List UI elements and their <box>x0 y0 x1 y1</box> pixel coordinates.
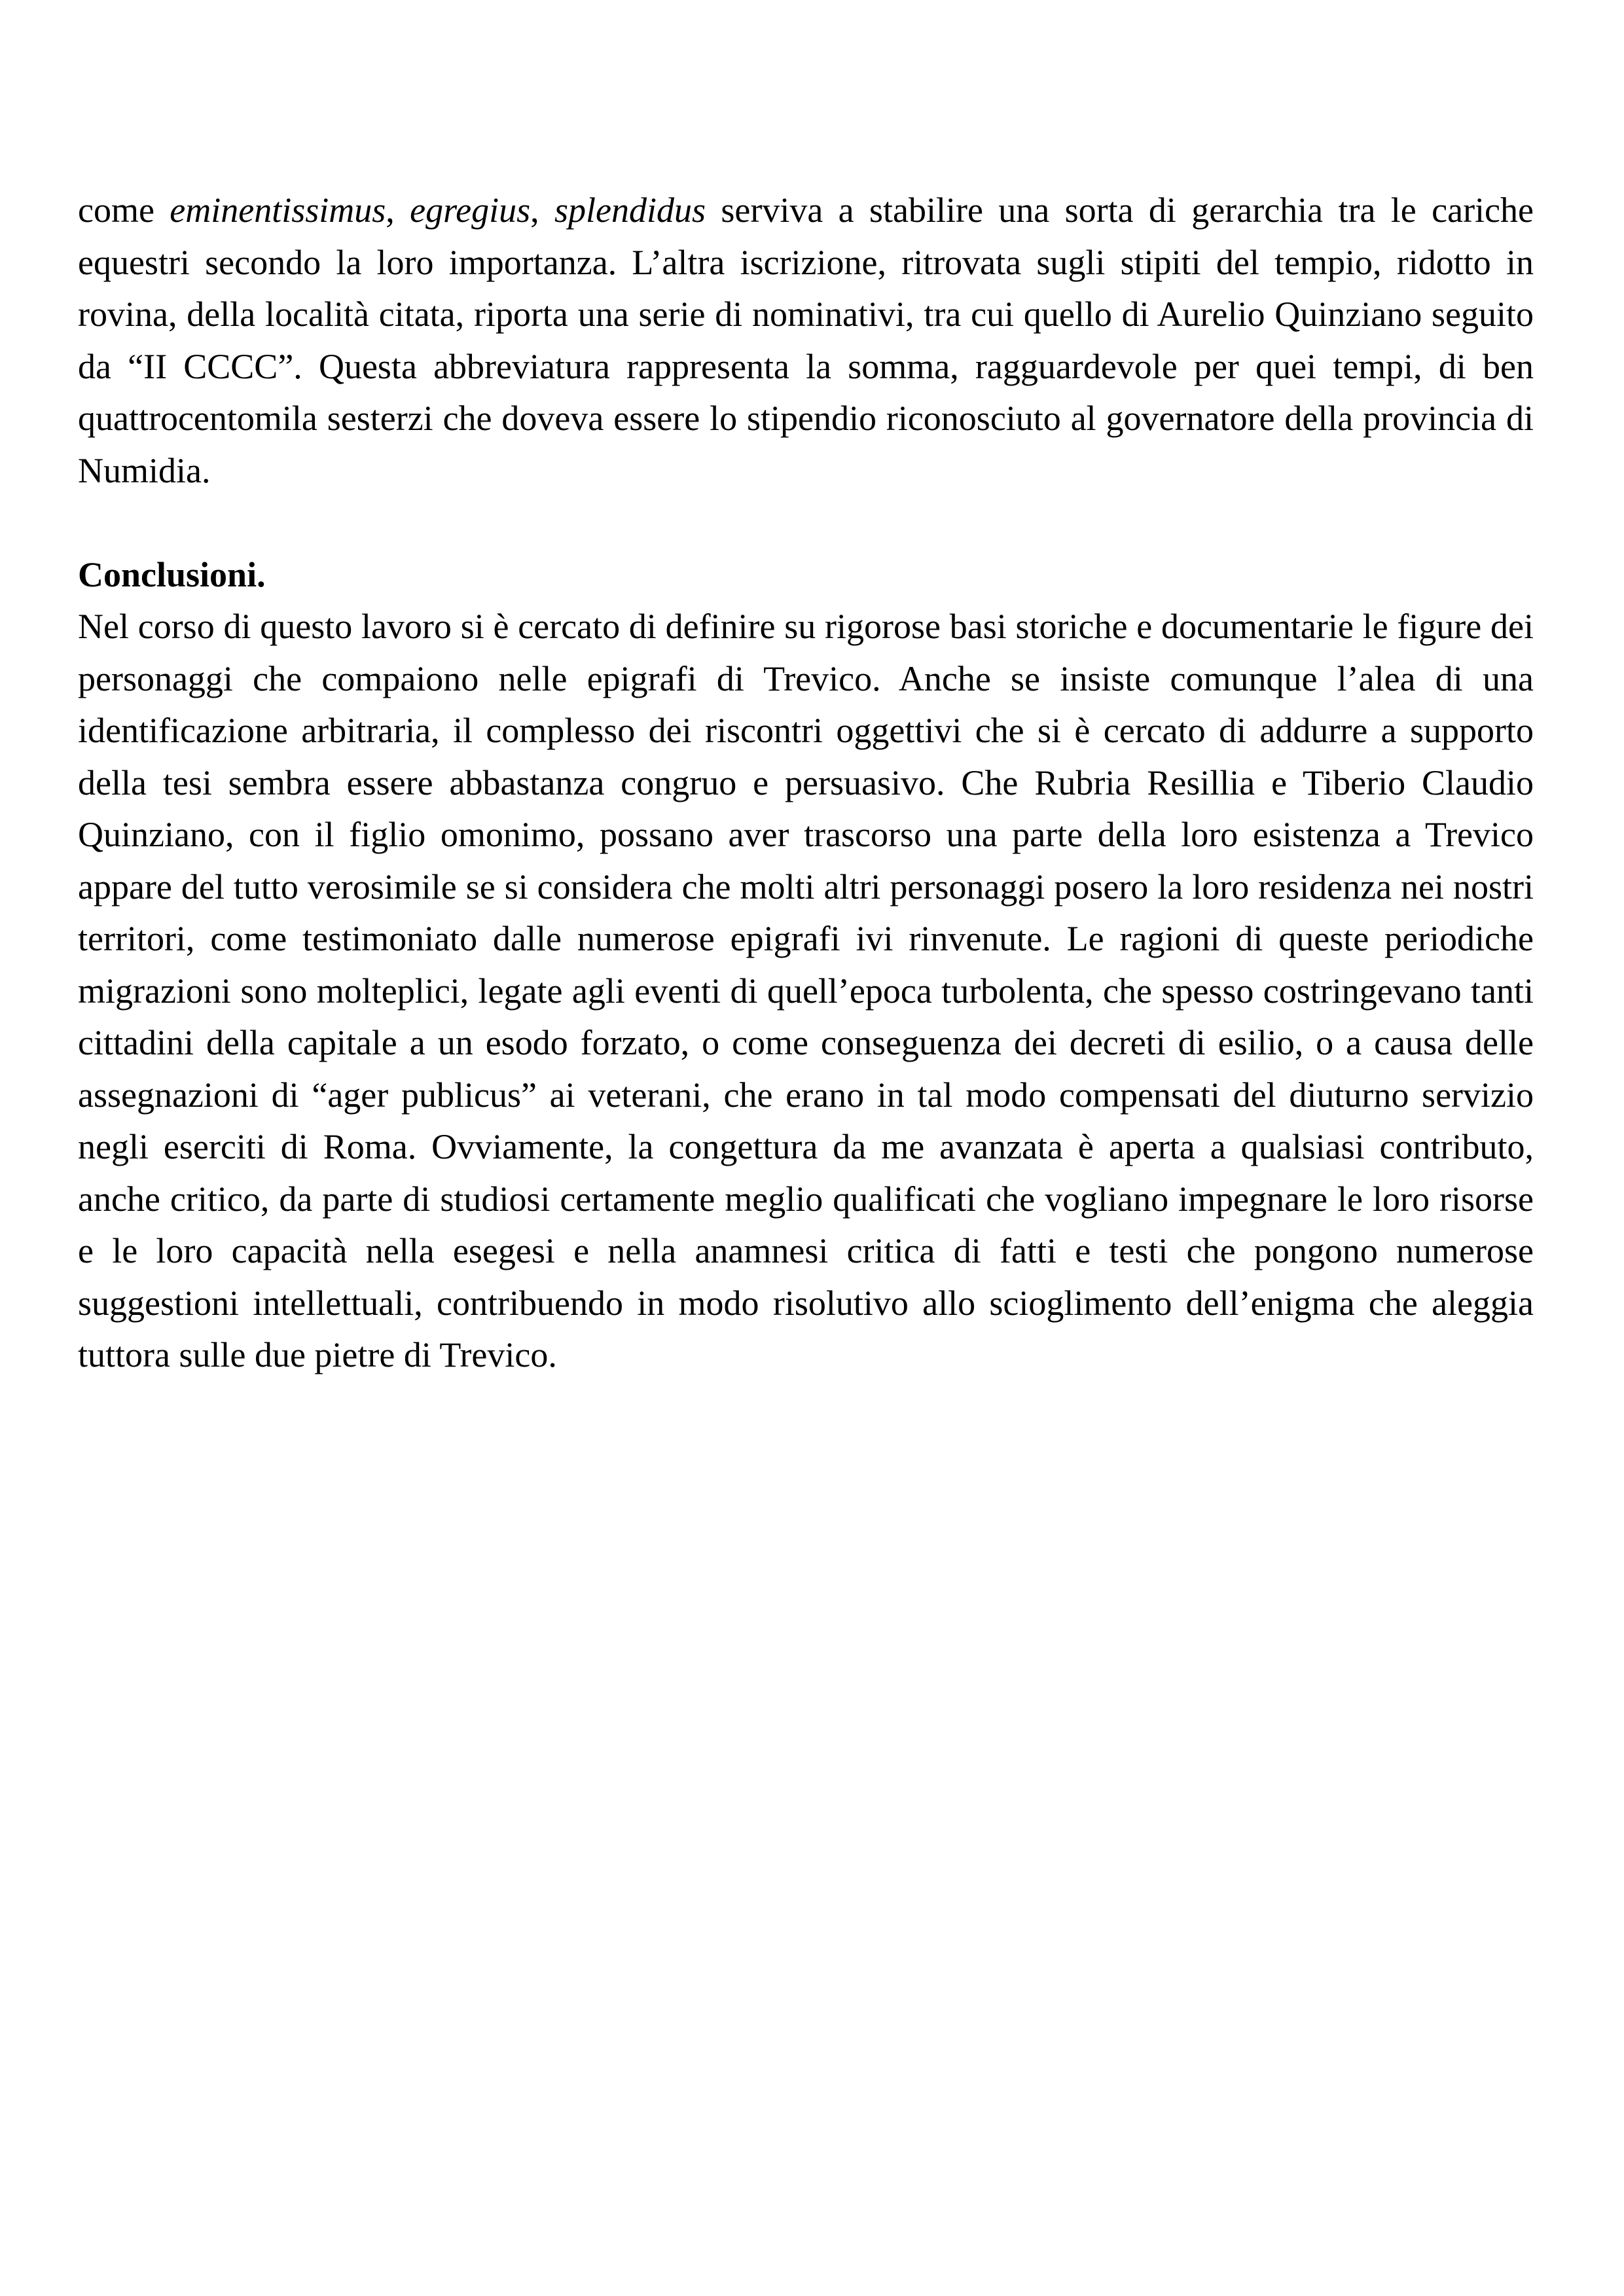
term-separator: , <box>386 190 410 230</box>
latin-term-egregius: egregius <box>410 190 531 230</box>
paragraph-inscriptions <box>78 185 1534 497</box>
document-page <box>78 185 1534 1382</box>
paragraph-lead-text: come <box>78 190 170 230</box>
latin-term-splendidus: splendidus <box>554 190 706 230</box>
term-separator: , <box>530 190 554 230</box>
latin-term-eminentissimus: eminentissimus <box>170 190 386 230</box>
section-heading-conclusions: Conclusioni. <box>78 554 266 594</box>
paragraph-body-text: serviva a stabilire una sorta di gerarchia tra le cariche equestri secondo la loro importanza. L’altra iscrizione, ritrovata sugli stipiti del tempio, ridotto in rovina, della località citata, riporta una serie di nominativi, tra cui quello di Aurelio Quinziano seguito da “II CCCC”. Questa abbreviatura rappresenta la somma, ragguardevole per quei tempi, di ben quattrocentomila sesterzi che doveva essere lo stipendio riconosciuto al governatore della provincia di Numidia. <box>78 190 1534 490</box>
paragraph-conclusions: Nel corso di questo lavoro si è cercato di definire su rigorose basi storiche e documentarie le figure dei personaggi che compaiono nelle epigrafi di Trevico. Anche se insiste comunque l’alea di una identificazione arbitraria, il complesso dei riscontri oggettivi che si è cercato di addurre a supporto della tesi sembra essere abbastanza congruo e persuasivo. Che Rubria Resillia e Tiberio Claudio Quinziano, con il figlio omonimo, possano aver trascorso una parte della loro esistenza a Trevico appare del tutto verosimile se si considera che molti altri personaggi posero la loro residenza nei nostri territori, come testimoniato dalle numerose epigrafi ivi rinvenute. Le ragioni di queste periodiche migrazioni sono molteplici, legate agli eventi di quell’epoca turbolenta, che spesso costringevano tanti cittadini della capitale a un esodo forzato, o come conseguenza dei decreti di esilio, o a causa delle assegnazioni di “ager publicus” ai veterani, che erano in tal modo compensati del diuturno servizio negli eserciti di Roma. Ovviamente, la congettura da me avanzata è aperta a qualsiasi contributo, anche critico, da parte di studiosi certamente meglio qualificati che vogliano impegnare le loro risorse e le loro capacità nella esegesi e nella anamnesi critica di fatti e testi che pongono numerose suggestioni intellettuali, contribuendo in modo risolutivo allo scioglimento dell’enigma che aleggia tuttora sulle due pietre di Trevico. <box>78 607 1534 1374</box>
